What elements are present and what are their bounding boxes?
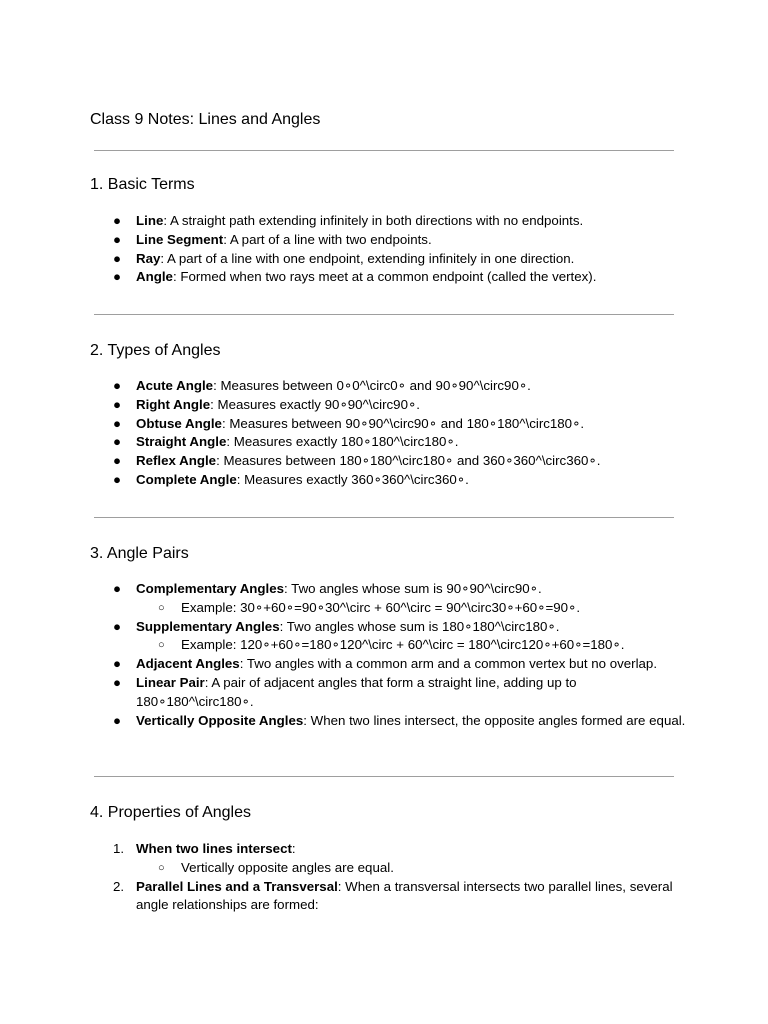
example-text: Example: 30∘+60∘=90∘30^\circ + 60^\circ = 90^\circ30∘+60∘=90∘.: [181, 599, 581, 615]
bullet-icon: ●: [113, 656, 122, 672]
term: Line Segment: [136, 231, 224, 247]
definition: : Two angles whose sum is 90∘90^\circ90∘.: [284, 581, 542, 596]
numbered-item: [0, 840, 768, 859]
item-number: 2.: [113, 878, 125, 894]
section-heading-types-of-angles: 2. Types of Angles: [90, 342, 221, 359]
bullet-icon: ●: [113, 378, 122, 393]
term: Line: [136, 213, 164, 228]
bullet-icon: ●: [113, 453, 122, 469]
definition: : Two angles whose sum is 180∘180^\circ180∘.: [279, 618, 560, 634]
hollow-bullet-icon: ○: [158, 601, 165, 614]
list-item: [0, 580, 768, 599]
bullet-icon: ●: [113, 415, 122, 431]
term: Angle: [136, 269, 173, 285]
list-item: [0, 231, 768, 250]
basic-terms-list: [0, 212, 768, 287]
bullet-icon: ●: [113, 269, 122, 285]
bullet-icon: ●: [113, 396, 122, 412]
bullet-icon: ●: [113, 213, 122, 228]
list-item: [0, 674, 768, 712]
term: Reflex Angle: [136, 453, 217, 469]
horizontal-rule: [94, 150, 674, 151]
sub-text: Vertically opposite angles are equal.: [181, 859, 394, 875]
bullet-icon: ●: [113, 434, 122, 450]
types-of-angles-list: [0, 377, 768, 490]
properties-list: [0, 840, 768, 915]
list-item: [0, 655, 768, 674]
term: Straight Angle: [136, 434, 227, 450]
list-item: [0, 433, 768, 452]
horizontal-rule: [94, 314, 674, 315]
definition: : Measures exactly 90∘90^\circ90∘.: [210, 396, 420, 412]
angle-pairs-list: [0, 580, 768, 730]
term: Acute Angle: [136, 378, 214, 393]
list-item: [0, 452, 768, 471]
bullet-icon: ●: [113, 674, 122, 690]
definition: :: [291, 841, 296, 856]
definition: : Measures between 180∘180^\circ180∘ and 360∘360^\circ360∘.: [216, 453, 601, 469]
item-number: 1.: [113, 841, 125, 856]
list-item: [0, 212, 768, 231]
section-heading-angle-pairs: 3. Angle Pairs: [90, 545, 189, 562]
term: Parallel Lines and a Transversal: [136, 878, 338, 894]
bullet-icon: ●: [113, 471, 122, 487]
term: Vertically Opposite Angles: [136, 712, 304, 728]
term: Right Angle: [136, 396, 211, 412]
bullet-icon: ●: [113, 231, 122, 247]
definition: : A part of a line with one endpoint, extending infinitely in one direction.: [160, 250, 575, 266]
term: Obtuse Angle: [136, 415, 222, 431]
definition: : Measures between 90∘90^\circ90∘ and 180∘180^\circ180∘.: [221, 415, 585, 431]
list-item: [0, 471, 768, 490]
section-heading-basic-terms: 1. Basic Terms: [90, 176, 195, 193]
bullet-icon: ●: [113, 250, 122, 266]
list-item: [0, 377, 768, 396]
term: Adjacent Angles: [136, 656, 240, 672]
document-title: Class 9 Notes: Lines and Angles: [90, 111, 321, 128]
hollow-bullet-icon: ○: [158, 639, 165, 652]
definition: : A straight path extending infinitely in both directions with no endpoints.: [163, 213, 584, 228]
definition: : When two lines intersect, the opposite angles formed are equal.: [303, 712, 686, 728]
term: When two lines intersect: [136, 841, 292, 856]
list-item: [0, 712, 768, 731]
list-item: [0, 396, 768, 415]
term: Complete Angle: [136, 471, 237, 487]
sub-list-item: [0, 859, 768, 878]
definition: : Formed when two rays meet at a common endpoint (called the vertex).: [172, 269, 597, 285]
horizontal-rule: [94, 776, 674, 777]
definition: : Measures exactly 360∘360^\circ360∘.: [236, 471, 469, 487]
sub-list-item: [0, 636, 768, 655]
definition: : A pair of adjacent angles that form a straight line, adding up to 180∘180^\circ180∘.: [136, 674, 577, 709]
definition: : Measures between 0∘0^\circ0∘ and 90∘90^\circ90∘.: [213, 378, 531, 393]
list-item: [0, 268, 768, 287]
list-item: [0, 250, 768, 269]
horizontal-rule: [94, 517, 674, 518]
definition: : When a transversal intersects two parallel lines, several angle relationships are formed:: [136, 878, 673, 913]
term: Ray: [136, 250, 161, 266]
bullet-icon: ●: [113, 581, 122, 596]
bullet-icon: ●: [113, 712, 122, 728]
term: Supplementary Angles: [136, 618, 280, 634]
term: Linear Pair: [136, 674, 205, 690]
definition: : A part of a line with two endpoints.: [223, 231, 432, 247]
section-heading-properties-of-angles: 4. Properties of Angles: [90, 804, 251, 821]
term: Complementary Angles: [136, 581, 285, 596]
definition: : Measures exactly 180∘180^\circ180∘.: [226, 434, 459, 450]
example-text: Example: 120∘+60∘=180∘120^\circ + 60^\circ = 180^\circ120∘+60∘=180∘.: [181, 637, 625, 653]
hollow-bullet-icon: ○: [158, 861, 165, 874]
definition: : Two angles with a common arm and a common vertex but no overlap.: [239, 656, 658, 672]
numbered-item: [0, 878, 768, 916]
list-item: [0, 618, 768, 637]
bullet-icon: ●: [113, 618, 122, 634]
list-item: [0, 415, 768, 434]
sub-list-item: [0, 599, 768, 618]
